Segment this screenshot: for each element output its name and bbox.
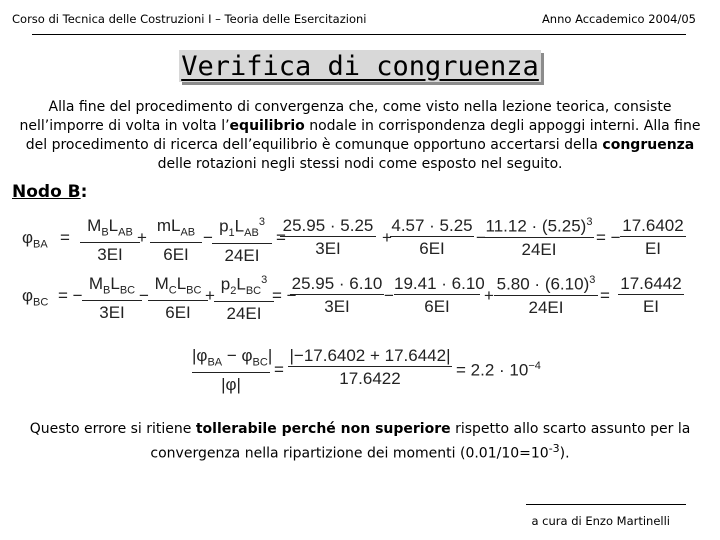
intro-text-2: nodale in corrispondenza degli appoggi interni. Alla fine del procedimento di ricerca dell’equilibrio è comunque opportuno accertarsi della [25, 118, 701, 153]
conclusion-text-3: ). [559, 445, 570, 462]
eq1-term2: $mL_{AB}$ 6EI [150, 216, 202, 265]
eq3-lhs: $|\varphi_{BA} - \varphi_{BC}|$ |φ| [192, 346, 273, 395]
eq2-minus-1: − [139, 286, 149, 305]
eq2-num-term2: $\frac{19.41 \cdot 6.10}{6EI}$ [394, 274, 485, 316]
eq1-minus-1: − [203, 228, 213, 247]
conclusion-paragraph [10, 420, 710, 464]
eq2-term3: $p_2L_{BC}^3$ 24EI [214, 270, 274, 324]
eq2-plus-2: + [484, 286, 494, 305]
eq2-equals-2: = − [272, 286, 297, 305]
eq2-num-term3: $\frac{5.80 \cdot (6.10)^3}{24EI}$ [494, 270, 598, 318]
eq2-term2: $M_CL_{BC}$ 6EI [148, 274, 208, 323]
conclusion-text-1: Questo errore si ritiene [29, 421, 196, 437]
eq1-result: $\frac{17.6402}{EI}$ [620, 216, 686, 259]
eq1-plus-2: + [382, 228, 392, 247]
node-name: Nodo B [12, 182, 81, 202]
eq1-plus-1: + [137, 228, 147, 247]
eq1-num-term2: $\frac{4.57 \cdot 5.25}{6EI}$ [391, 216, 473, 258]
conclusion-exponent: -3 [548, 442, 560, 455]
eq2-plus-1: + [205, 286, 215, 305]
eq1-term1: $M_BL_{AB}$ 3EI [80, 216, 140, 265]
eq3-result: = $2.2 \cdot 10^{-4}$ [456, 360, 541, 380]
eq2-num-term1: $\frac{25.95 \cdot 6.10}{3EI}$ [291, 274, 383, 316]
eq1-num-term3: $\frac{11.12 \cdot (5.25)^3}{24EI}$ [485, 216, 593, 259]
eq1-num-term1: $\frac{25.95 \cdot 5.25}{3EI}$ [280, 216, 376, 259]
intro-text-3: delle rotazioni negli stessi nodi come esposto nel seguito. [157, 156, 563, 172]
intro-text-1: Alla fine del procedimento di convergenza che, come visto nella lezione teorica, consiste nell’imporre di volta in volta l’ [19, 99, 672, 134]
footer-divider [526, 504, 686, 505]
intro-bold-congruenza: congruenza [602, 137, 695, 153]
intro-bold-equilibrio: equilibrio [229, 118, 305, 134]
eq2-minus-2: − [384, 286, 394, 305]
slide-title: Verifica di congruenza [181, 51, 539, 82]
eq3-values: $\frac{|-17.6402 + 17.6442|}{17.6422}$ [289, 346, 451, 388]
eq1-term3: $p_1L_{AB}^3$ 24EI [212, 212, 272, 266]
eq1-equals-2: = [276, 228, 286, 247]
eq1-minus-2: − [476, 228, 486, 247]
eq2-equals-3: = [600, 286, 610, 305]
node-colon: : [80, 182, 88, 202]
eq2-equals: = − [58, 286, 83, 305]
eq3-equals-1: = [274, 360, 284, 379]
footer-author: a cura di Enzo Martinelli [531, 514, 670, 528]
eq2-lhs: $\varphi_{BC}$ [22, 286, 49, 309]
eq2-term1: $M_BL_{BC}$ 3EI [82, 274, 142, 323]
academic-year: Anno Accademico 2004/05 [541, 12, 696, 26]
conclusion-text-2: rispetto allo scarto assunto per la convergenza nella ripartizione dei momenti (0.01/10=10 [150, 421, 691, 462]
eq1-equals: = [60, 228, 70, 247]
eq1-lhs: $\varphi_{BA}$ [22, 228, 48, 251]
course-header: Corso di Tecnica delle Costruzioni I – Teoria delle Esercitazioni [12, 12, 367, 26]
eq1-equals-3: = − [596, 228, 621, 247]
conclusion-bold: tollerabile perché non superiore [195, 421, 451, 437]
eq2-result: $\frac{17.6442}{EI}$ [618, 274, 684, 317]
